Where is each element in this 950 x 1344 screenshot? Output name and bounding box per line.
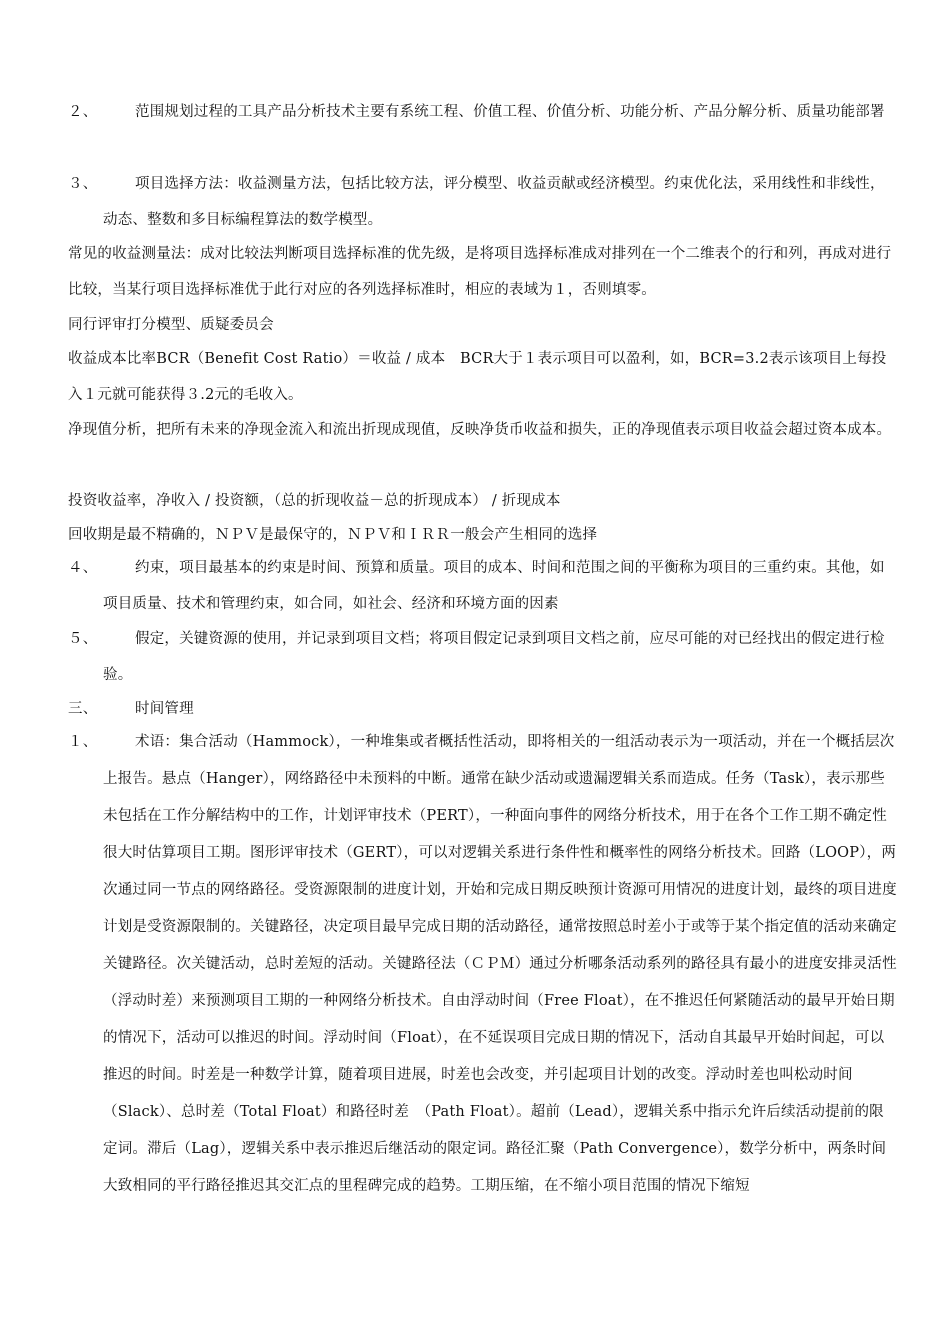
item-number: ２、 bbox=[68, 104, 98, 120]
item-text: 假定，关键资源的使用，并记录到项目文档；将项目假定记录到项目文档之前，应尽可能的对已经找出的假定进行检验。 bbox=[103, 631, 885, 683]
paragraph-pairwise: 常见的收益测量法：成对比较法判断项目选择标准的优先级，是将项目选择标准成对排列在一个二维表个的行和列，再成对进行比较，当某行项目选择标准优于此行对应的各列选择标准时，相应的表域为１，否则填零。 bbox=[68, 246, 892, 298]
list-item-4 bbox=[68, 550, 898, 622]
item-text: 项目选择方法：收益测量方法，包括比较方法，评分模型、收益贡献或经济模型。约束优化法，采用线性和非线性，动态、整数和多目标编程算法的数学模型。 bbox=[103, 176, 885, 228]
paragraph-npv: 净现值分析，把所有未来的净现金流入和流出折现成现值，反映净货币收益和损失，正的净现值表示项目收益会超过资本成本。 bbox=[68, 422, 892, 438]
section-heading bbox=[68, 691, 898, 727]
item-number: ４、 bbox=[68, 560, 98, 576]
list-item-3 bbox=[68, 166, 898, 238]
item-number: ３、 bbox=[68, 176, 98, 192]
paragraph-bcr: 收益成本比率BCR（Benefit Cost Ratio）＝收益 / 成本 BCR大于１表示项目可以盈利，如，BCR=3.2表示该项目上每投入１元就可能获得３.2元的毛收入。 bbox=[68, 351, 887, 403]
paragraph-roi: 投资收益率，净收入 / 投资额，（总的折现收益－总的折现成本） / 折现成本 bbox=[68, 493, 561, 509]
list-item-2 bbox=[68, 94, 898, 130]
item-number: ５、 bbox=[68, 631, 98, 647]
section-number: 三、 bbox=[68, 701, 98, 717]
item-text: 范围规划过程的工具产品分析技术主要有系统工程、价值工程、价值分析、功能分析、产品分解分析、质量功能部署 bbox=[135, 104, 885, 120]
paragraph-peer-review: 同行评审打分模型、质疑委员会 bbox=[68, 317, 274, 333]
paragraph-payback: 回收期是最不精确的，ＮＰＶ是最保守的，ＮＰＶ和ＩＲＲ一般会产生相同的选择 bbox=[68, 527, 598, 543]
item-text: 约束，项目最基本的约束是时间、预算和质量。项目的成本、时间和范围之间的平衡称为项目的三重约束。其他，如项目质量、技术和管理约束，如合同，如社会、经济和环境方面的因素 bbox=[103, 560, 885, 612]
list-item-terms bbox=[68, 724, 898, 1205]
item-number: １、 bbox=[68, 734, 98, 750]
list-item-5 bbox=[68, 621, 898, 693]
section-title: 时间管理 bbox=[135, 701, 194, 717]
item-text: 术语：集合活动（Hammock），一种堆集或者概括性活动，即将相关的一组活动表示为一项活动，并在一个概括层次上报告。悬点（Hanger），网络路径中未预料的中断。通常在缺少活动或遗漏逻辑关系而造成。任务（Task），表示那些未包括在工作分解结构中的工作，计划评审技术（PERT），一种面向事件的网络分析技术，用于在各个工作工期不确定性很大时估算项目工期。图形评审技术（GERT），可以对逻辑关系进行条件性和概率性的网络分析技术。回路（LOOP），两次通过同一节点的网络路径。受资源限制的进度计划，开始和完成日期反映预计资源可用情况的进度计划，最终的项目进度计划是受资源限制的。关键路径，决定项目最早完成日期的活动路径，通常按照总时差小于或等于某个指定值的活动来确定关键路径。次关键活动，总时差短的活动。关键路径法（ＣＰＭ）通过分析哪条活动系列的路径具有最小的进度安排灵活性（浮动时差）来预测项目工期的一种网络分析技术。自由浮动时间（Free Float），在不推迟任何紧随活动的最早开始日期的情况下，活动可以推迟的时间。浮动时间（Float），在不延误项目完成日期的情况下，活动自其最早开始时间起，可以推迟的时间。时差是一种数学计算，随着项目进展，时差也会改变，并引起项目计划的改变。浮动时差也叫松动时间（Slack）、总时差（Total Float）和路径时差 （Path Float）。超前（Lead），逻辑关系中指示允许后续活动提前的限定词。滞后（Lag），逻辑关系中表示推迟后继活动的限定词。路径汇聚（Path Convergence），数学分析中，两条时间大致相同的平行路径推迟其交汇点的里程碑完成的趋势。工期压缩，在不缩小项目范围的情况下缩短 bbox=[103, 734, 897, 1194]
